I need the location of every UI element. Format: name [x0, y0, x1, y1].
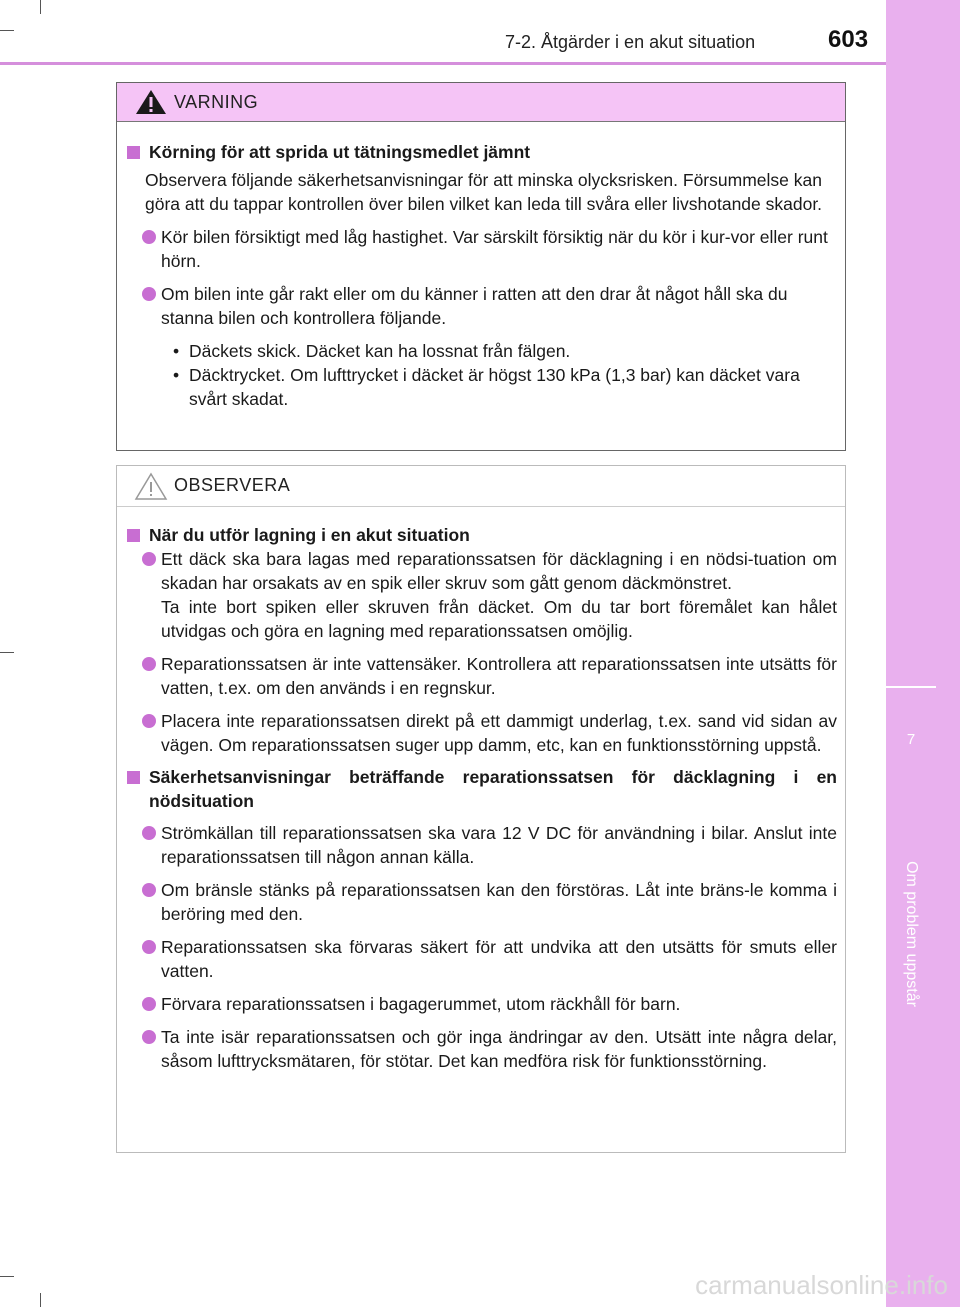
- bullet-dot-icon: [142, 883, 156, 897]
- list-item: Om bränsle stänks på reparationssatsen kan den förstöras. Låt inte bräns-le komma i beröring med den.: [127, 878, 837, 926]
- section-square-icon: [127, 771, 140, 784]
- warning-icon: [134, 88, 168, 116]
- crop-mark: [40, 1293, 41, 1307]
- warning-header: [117, 83, 845, 122]
- list-item: Reparationssatsen ska förvaras säkert för att undvika att den utsätts för smuts eller vatten.: [127, 935, 837, 983]
- chapter-label: Om problem uppstår: [903, 861, 920, 1007]
- notice-header: [117, 466, 845, 507]
- warning-section-title: Körning för att sprida ut tätningsmedlet jämnt: [127, 140, 837, 164]
- watermark: carmanualsonline.info: [695, 1270, 948, 1300]
- chapter-number: 7: [906, 731, 916, 748]
- list-item: Ta inte isär reparationssatsen och gör inga ändringar av den. Utsätt inte några delar, såsom lufttrycksmätaren, för stötar. Det kan medföra risk för funktionsstörning.: [127, 1025, 837, 1073]
- bullet-dot-icon: [142, 287, 156, 301]
- bullet-dot-icon: [142, 552, 156, 566]
- bullet-dot-icon: [142, 230, 156, 244]
- bullet-dot-icon: [142, 657, 156, 671]
- page-number: 603: [828, 26, 869, 53]
- list-item: Ett däck ska bara lagas med reparationssatsen för däcklagning i en nödsi-tuation om skadan har orsakats av en spik eller skruv som gått genom däckmönstret. Ta inte bort spiken eller skruven från däcket. Om du tar bort föremålet kan hålet utvidgas och göra en lagning med reparationssatsen omöjlig.: [127, 547, 837, 643]
- chapter-sidebar: [886, 0, 960, 1307]
- notice-label: OBSERVERA: [174, 475, 291, 495]
- section-square-icon: [127, 529, 140, 542]
- list-item: Om bilen inte går rakt eller om du känner i ratten att den drar åt något håll ska du stanna bilen och kontrollera följande.: [127, 282, 837, 330]
- header-rule: [0, 62, 886, 65]
- bullet-dot-icon: [142, 997, 156, 1011]
- warning-box: [116, 82, 846, 451]
- crop-mark: [40, 0, 41, 14]
- bullet-dot-icon: [142, 714, 156, 728]
- sub-list-item: • Däcktrycket. Om lufttrycket i däcket är högst 130 kPa (1,3 bar) kan däcket vara svårt skadat.: [173, 365, 800, 409]
- list-item: Förvara reparationssatsen i bagagerummet, utom räckhåll för barn.: [127, 992, 837, 1016]
- list-item: Strömkällan till reparationssatsen ska vara 12 V DC för användning i bilar. Anslut inte reparationssatsen till någon annan källa.: [127, 821, 837, 869]
- chapter-tab-divider: [886, 686, 936, 688]
- section-square-icon: [127, 146, 140, 159]
- bullet-dot-icon: [142, 826, 156, 840]
- notice-section-title: När du utför lagning i en akut situation: [127, 523, 837, 547]
- bullet-dot-icon: [142, 940, 156, 954]
- notice-section-title: Säkerhetsanvisningar beträffande reparationssatsen för däcklagning i en nödsituation: [127, 765, 837, 813]
- list-item: Placera inte reparationssatsen direkt på ett dammigt underlag, t.ex. sand vid sidan av vägen. Om reparationssatsen suger upp damm, etc, kan en funktionsstörning uppstå.: [127, 709, 837, 757]
- list-item: Kör bilen försiktigt med låg hastighet. Var särskilt försiktig när du kör i kur-vor eller runt hörn.: [127, 225, 837, 273]
- notice-box: [116, 465, 846, 1153]
- sub-list-item: • Däckets skick. Däcket kan ha lossnat från fälgen.: [173, 341, 571, 361]
- crop-mark: [0, 30, 14, 31]
- warning-intro: Observera följande säkerhetsanvisningar för att minska olycksrisken. Försummelse kan göra att du tappar kontrollen över bilen vilket kan leda till svåra eller livshotande skador.: [145, 170, 823, 214]
- list-item: Reparationssatsen är inte vattensäker. Kontrollera att reparationssatsen inte utsätts för vatten, t.ex. om den används i en regnskur.: [127, 652, 837, 700]
- bullet-dot-icon: [142, 1030, 156, 1044]
- warning-label: VARNING: [174, 92, 259, 112]
- crop-mark: [0, 652, 14, 653]
- header-section-title: 7-2. Åtgärder i en akut situation: [505, 32, 756, 52]
- crop-mark: [0, 1276, 14, 1277]
- caution-icon: [134, 471, 168, 501]
